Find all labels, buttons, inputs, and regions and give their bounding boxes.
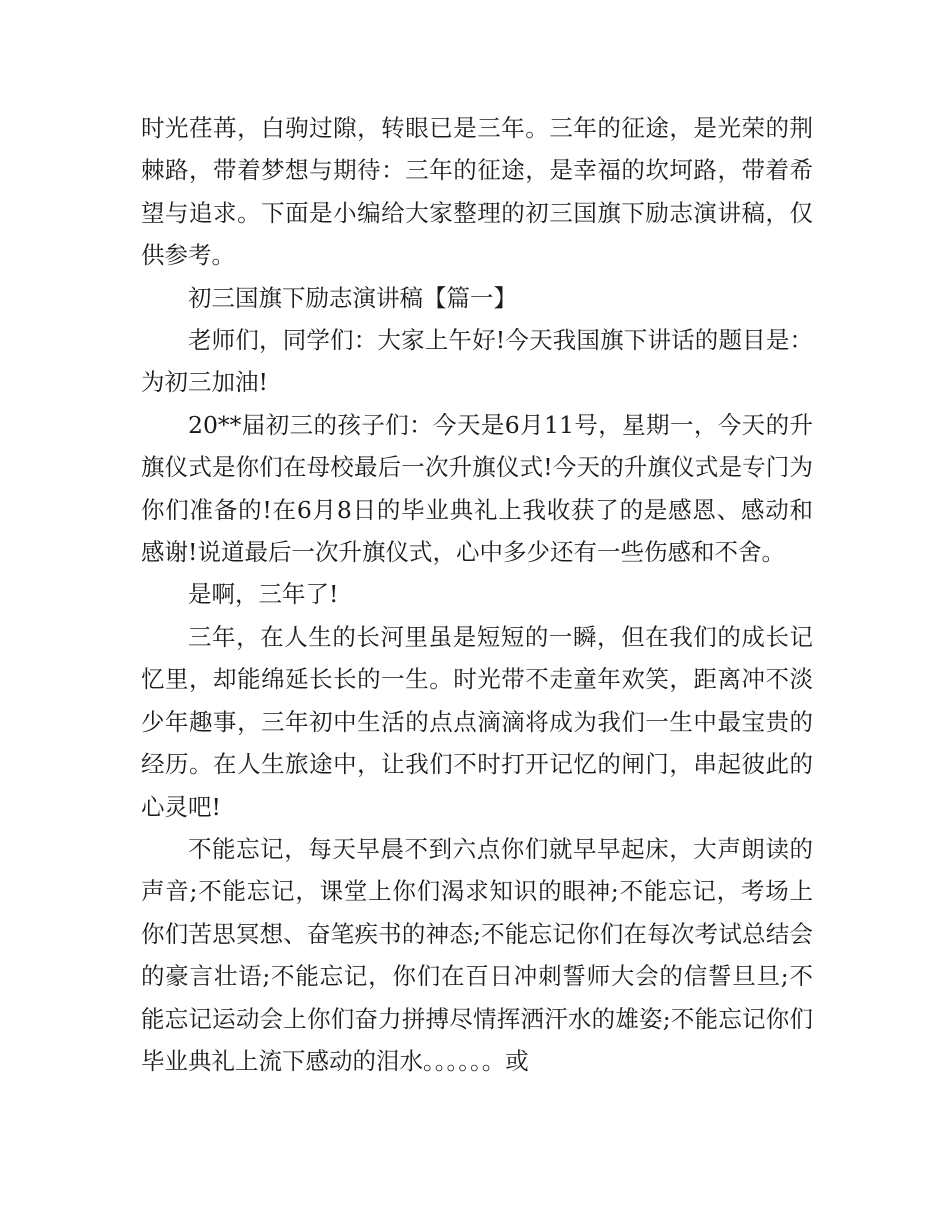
body-paragraph: 20**届初三的孩子们：今天是6月11号，星期一，今天的升旗仪式是你们在母校最后一次升旗仪式!今天的升旗仪式是专门为你们准备的!在6月8日的毕业典礼上我收获了的是感恩、感动和感谢!说道最后一次升旗仪式，心中多少还有一些伤感和不舍。 <box>141 410 813 567</box>
document-body <box>141 107 813 1082</box>
section-heading: 初三国旗下励志演讲稿【篇一】 <box>188 283 517 312</box>
intro-paragraph: 时光荏苒，白驹过隙，转眼已是三年。三年的征途，是光荣的荆棘路，带着梦想与期待：三年的征途，是幸福的坎坷路，带着希望与追求。下面是小编给大家整理的初三国旗下励志演讲稿，仅供参考。 <box>141 114 813 270</box>
body-paragraph: 三年，在人生的长河里虽是短短的一瞬，但在我们的成长记忆里，却能绵延长长的一生。时光带不走童年欢笑，距离冲不淡少年趣事，三年初中生活的点点滴滴将成为我们一生中最宝贵的经历。在人生旅途中，让我们不时打开记忆的闸门，串起彼此的心灵吧! <box>141 622 813 821</box>
greeting-paragraph: 老师们，同学们：大家上午好!今天我国旗下讲话的题目是：为初三加油! <box>141 326 813 397</box>
body-paragraph: 是啊，三年了! <box>188 580 339 609</box>
body-paragraph: 不能忘记，每天早晨不到六点你们就早早起床，大声朗读的声音;不能忘记，课堂上你们渴求知识的眼神;不能忘记，考场上你们苦思冥想、奋笔疾书的神态;不能忘记你们在每次考试总结会的豪言壮语;不能忘记，你们在百日冲刺誓师大会的信誓旦旦;不能忘记运动会上你们奋力拼搏尽情挥洒汗水的雄姿;不能忘记你们毕业典礼上流下感动的泪水。。。。。。或 <box>141 834 813 1075</box>
